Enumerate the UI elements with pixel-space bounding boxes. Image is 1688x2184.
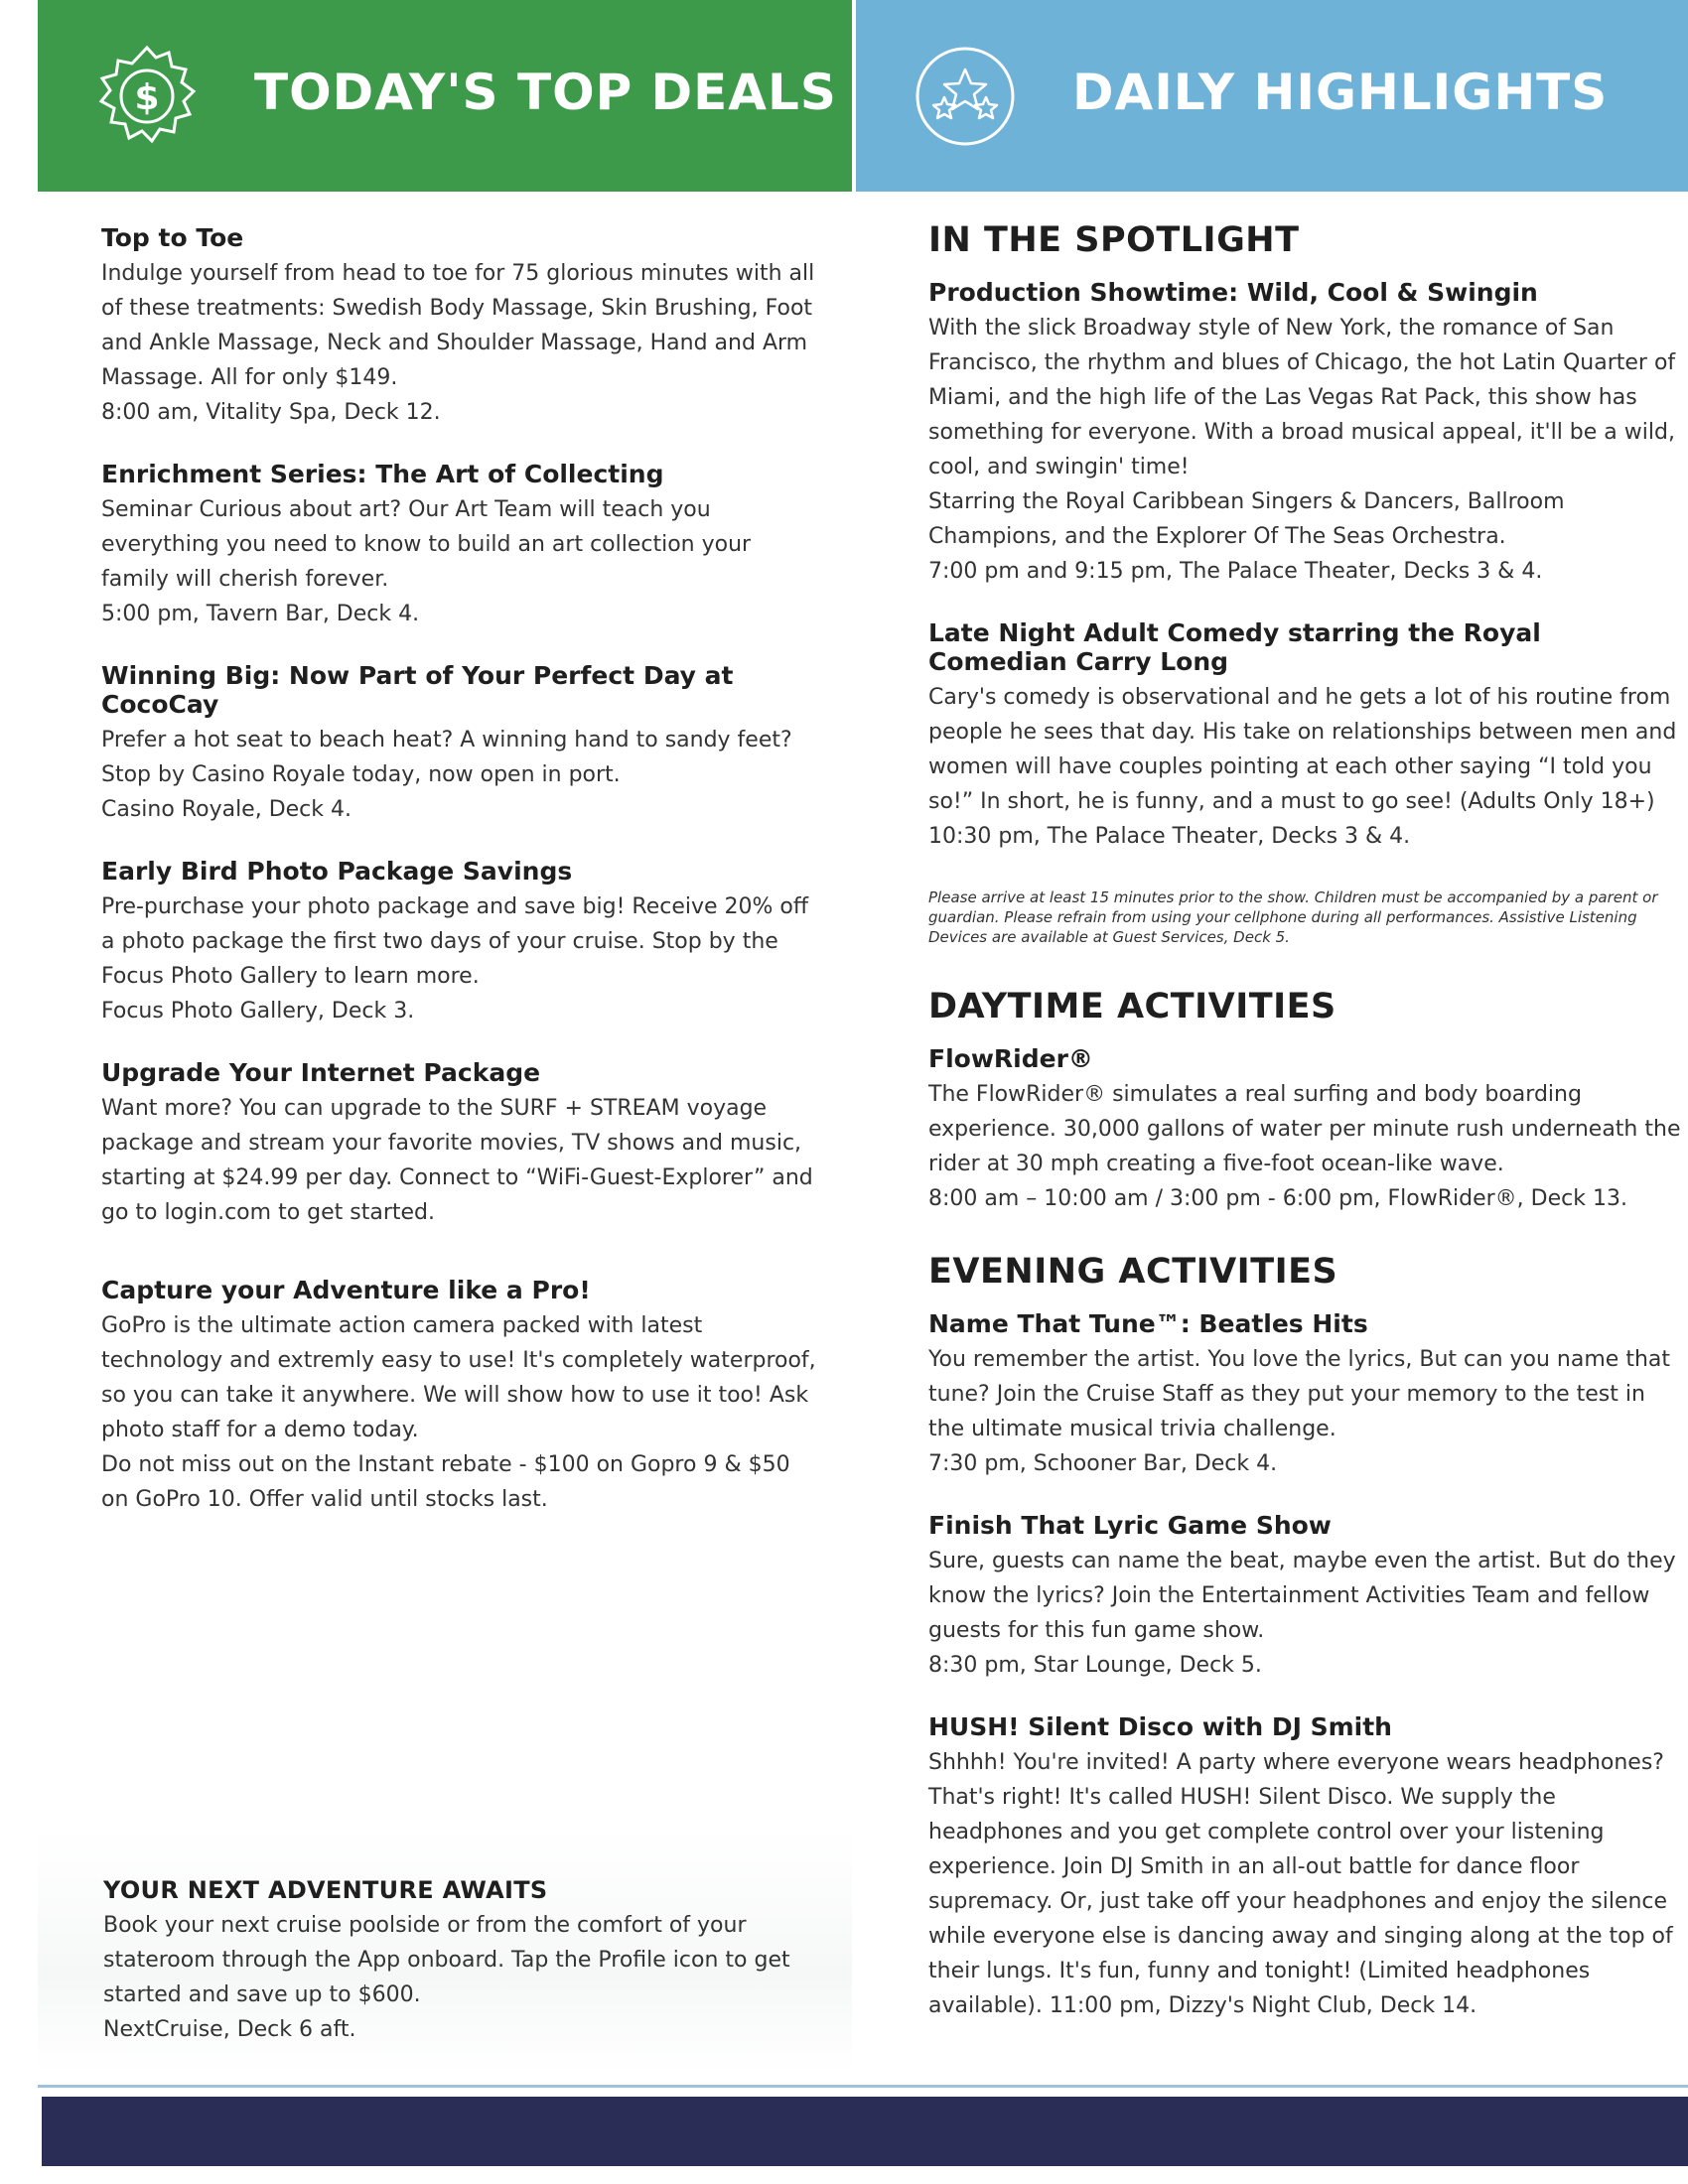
dollar-badge-icon: [92, 42, 202, 151]
event-title: Finish That Lyric Game Show: [928, 1511, 1332, 1540]
next-adventure-title: YOUR NEXT ADVENTURE AWAITS: [103, 1876, 548, 1904]
deal-time: Focus Photo Gallery, Deck 3.: [101, 999, 415, 1024]
spotlight-section-title: IN THE SPOTLIGHT: [928, 220, 1300, 260]
daytime-section-title: DAYTIME ACTIVITIES: [928, 987, 1336, 1026]
deals-title: TODAY'S TOP DEALS: [254, 64, 837, 121]
event-body: You remember the artist. You love the lyrics, But can you name that tune? Join the Cruise Staff as they put your memory to the test in the ultimate musical trivia challenge. 7:30 pm, Schooner Bar, Deck 4.: [928, 1342, 1683, 1481]
next-adventure-body: Book your next cruise poolside or from the comfort of your stateroom through the App onboard. Tap the Profile icon to get started and save up to $600. NextCruise, Deck 6 aft.: [103, 1908, 838, 2047]
event-time: 7:00 pm and 9:15 pm, The Palace Theater, Decks 3 & 4.: [928, 559, 1543, 584]
svg-text:$: $: [134, 77, 160, 118]
footer-divider: [38, 2085, 1688, 2088]
evening-item: [928, 1712, 1683, 2023]
deal-body: Want more? You can upgrade to the SURF + STREAM voyage package and stream your favorite movies, TV shows and music, starting at $24.99 per day. Connect to “WiFi-Guest-Explorer” and go to login.com to get started.: [101, 1096, 813, 1225]
event-body: Shhhh! You're invited! A party where everyone wears headphones? That's right! It's called HUSH! Silent Disco. We supply the headphones and you get complete control over your listening experience. Join DJ Smith in an all-out battle for dance floor supremacy. Or, just take off your headphones and enjoy the silence while everyone else is dancing away and singing along at the top of their lungs. It's fun, funny and tonight! (Limited headphones available). 11:00 pm, Dizzy's Night Club, Deck 14.: [928, 1750, 1673, 2018]
next-adventure-location: NextCruise, Deck 6 aft.: [103, 2017, 356, 2042]
highlights-header: [856, 0, 1688, 192]
deal-item: [101, 1276, 816, 1517]
event-time: 8:00 am – 10:00 am / 3:00 pm - 6:00 pm, FlowRider®, Deck 13.: [928, 1186, 1627, 1211]
daytime-item: [928, 1044, 1683, 1216]
event-title: Name That Tune™: Beatles Hits: [928, 1309, 1368, 1338]
deal-time: Do not miss out on the Instant rebate - $100 on Gopro 9 & $50 on GoPro 10. Offer valid until stocks last.: [101, 1452, 790, 1512]
spotlight-item: [928, 278, 1683, 589]
event-title: Late Night Adult Comedy starring the Royal Comedian Carry Long: [928, 618, 1541, 676]
deal-item: [101, 857, 816, 1028]
deals-list: [101, 223, 816, 1547]
event-body: With the slick Broadway style of New York, the romance of San Francisco, the rhythm and blues of Chicago, the hot Latin Quarter of Miami, and the high life of the Las Vegas Rat Pack, this show has something for everyone. With a broad musical appeal, it'll be a wild, cool, and swingin' time! Starring the Royal Caribbean Singers & Dancers, Ballroom Champions, and the Explorer Of The Seas Orchestra. 7:00 pm and 9:15 pm, The Palace Theater, Decks 3 & 4.: [928, 311, 1683, 589]
show-policy-note: Please arrive at least 15 minutes prior to the show. Children must be accompanied by a parent or guardian. Please refrain from using your cellphone during all performances. Assistive Listening Devices are available at Guest Services, Deck 5.: [928, 888, 1658, 946]
deal-title: Enrichment Series: The Art of Collecting: [101, 460, 664, 488]
deal-item: [101, 1058, 816, 1230]
deal-body: Indulge yourself from head to toe for 75 glorious minutes with all of these treatments: Swedish Body Massage, Skin Brushing, Foot and Ankle Massage, Neck and Shoulder Massage, Hand and Arm Massage. All for only $149. 8:00 am, Vitality Spa, Deck 12.: [101, 256, 816, 430]
deal-body: GoPro is the ultimate action camera packed with latest technology and extremly easy to use! It's completely waterproof, so you can take it anywhere. We will show how to use it too! Ask photo staff for a demo today. Do not miss out on the Instant rebate - $100 on Gopro 9 & $50 on GoPro 10. Offer valid until stocks last.: [101, 1308, 816, 1517]
event-time: 8:30 pm, Star Lounge, Deck 5.: [928, 1653, 1262, 1678]
event-time: 10:30 pm, The Palace Theater, Decks 3 & 4.: [928, 824, 1411, 849]
event-time: 7:30 pm, Schooner Bar, Deck 4.: [928, 1451, 1278, 1476]
deal-title: Early Bird Photo Package Savings: [101, 857, 573, 886]
event-body: Sure, guests can name the beat, maybe even the artist. But do they know the lyrics? Join the Entertainment Activities Team and fellow guests for this fun game show. 8:30 pm, Star Lounge, Deck 5.: [928, 1544, 1683, 1683]
event-body: Cary's comedy is observational and he gets a lot of his routine from people he sees that day. His take on relationships between men and women will have couples pointing at each other saying “I told you so!” In short, he is funny, and a must to go see! (Adults Only 18+) 10:30 pm, The Palace Theater, Decks 3 & 4.: [928, 680, 1683, 854]
evening-section-title: EVENING ACTIVITIES: [928, 1252, 1338, 1292]
event-title: Production Showtime: Wild, Cool & Swingin: [928, 278, 1538, 307]
highlights-list: [928, 220, 1683, 2053]
deal-title: Top to Toe: [101, 223, 244, 252]
deals-header: [38, 0, 852, 192]
deal-time: 8:00 am, Vitality Spa, Deck 12.: [101, 400, 441, 425]
deal-title: Upgrade Your Internet Package: [101, 1058, 541, 1087]
highlights-title: DAILY HIGHLIGHTS: [1072, 64, 1609, 121]
deal-time: 5:00 pm, Tavern Bar, Deck 4.: [101, 602, 420, 626]
event-body: The FlowRider® simulates a real surfing and body boarding experience. 30,000 gallons of water per minute rush underneath the rider at 30 mph creating a five-foot ocean-like wave. 8:00 am – 10:00 am / 3:00 pm - 6:00 pm, FlowRider®, Deck 13.: [928, 1077, 1683, 1216]
deal-title: Winning Big: Now Part of Your Perfect Day at CocoCay: [101, 661, 734, 719]
deal-title: Capture your Adventure like a Pro!: [101, 1276, 591, 1304]
evening-item: [928, 1309, 1683, 1481]
event-title: HUSH! Silent Disco with DJ Smith: [928, 1712, 1392, 1741]
deal-body: Pre-purchase your photo package and save big! Receive 20% off a photo package the first two days of your cruise. Stop by the Focus Photo Gallery to learn more. Focus Photo Gallery, Deck 3.: [101, 889, 816, 1028]
deal-body: Seminar Curious about art? Our Art Team will teach you everything you need to know to build an art collection your family will cherish forever. 5:00 pm, Tavern Bar, Deck 4.: [101, 492, 816, 631]
evening-item: [928, 1511, 1683, 1683]
deal-body: Prefer a hot seat to beach heat? A winning hand to sandy feet? Stop by Casino Royale today, now open in port. Casino Royale, Deck 4.: [101, 723, 816, 827]
stars-icon: [911, 42, 1020, 151]
event-title: FlowRider®: [928, 1044, 1093, 1073]
deal-item: [101, 223, 816, 430]
next-adventure-promo: [103, 1876, 838, 2047]
spotlight-item: [928, 618, 1683, 854]
footer-bar: [42, 2097, 1688, 2166]
deal-item: [101, 460, 816, 631]
deal-item: [101, 661, 816, 827]
deal-time: Casino Royale, Deck 4.: [101, 797, 352, 822]
